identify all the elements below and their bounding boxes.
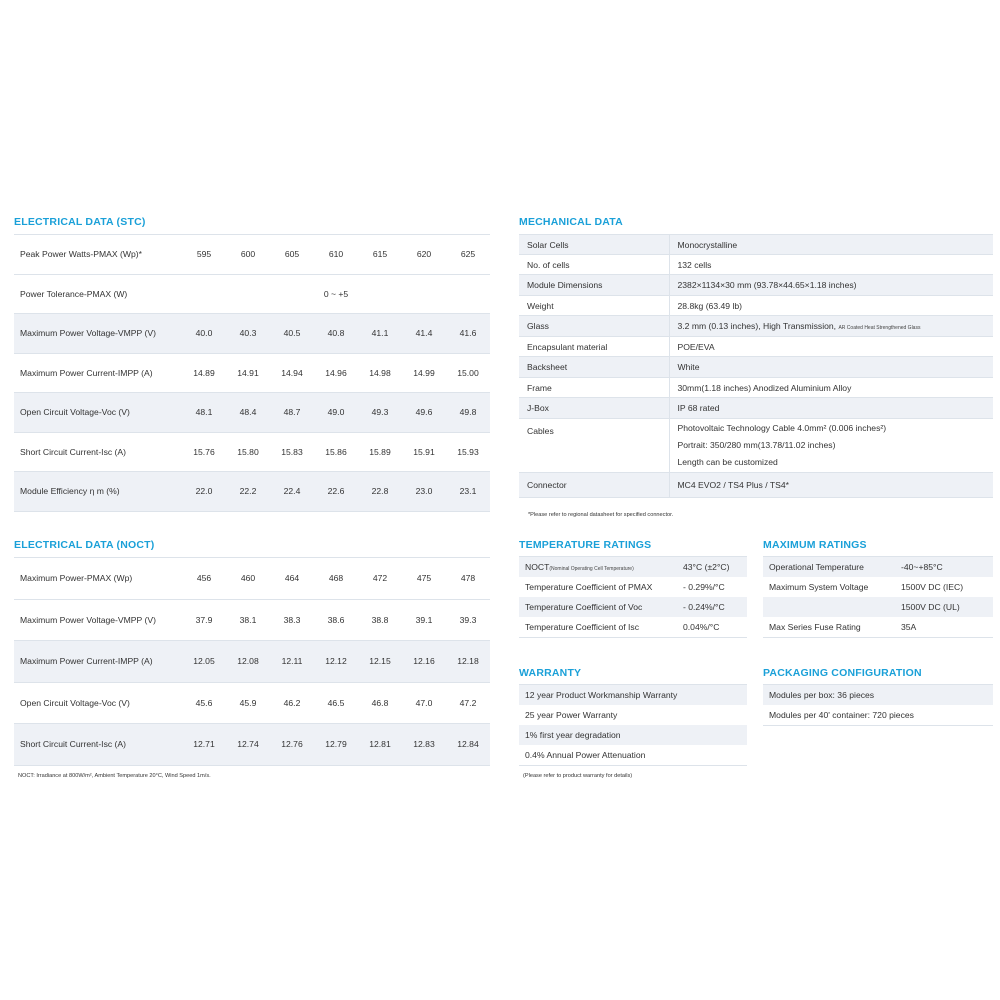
rating-label — [763, 617, 895, 638]
mechanical-value — [669, 296, 993, 316]
rating-value: 35A — [901, 622, 917, 632]
mechanical-label: Frame — [519, 378, 669, 398]
mechanical-value-text: IP 68 rated — [677, 403, 720, 413]
row-label: Maximum Power Voltage-VMPP (V) — [20, 328, 156, 339]
row-value: 38.6 — [327, 614, 345, 625]
row-label: Power Tolerance-PMAX (W) — [20, 288, 128, 299]
list-item — [519, 745, 747, 766]
maximum-table — [763, 556, 993, 638]
row-value: 37.9 — [195, 614, 213, 625]
table-row — [763, 617, 993, 638]
row-value: 38.1 — [239, 614, 257, 625]
table-row — [519, 617, 747, 638]
row-value: 15.00 — [457, 367, 479, 378]
row-value: 38.3 — [283, 614, 301, 625]
temperature-title: TEMPERATURE RATINGS — [519, 539, 652, 551]
mechanical-value — [669, 378, 993, 398]
row-value: 39.3 — [459, 614, 477, 625]
row-value: 49.6 — [415, 407, 433, 418]
row-value: 15.93 — [457, 446, 479, 457]
table-row — [519, 557, 747, 578]
mechanical-value — [669, 316, 993, 337]
rating-value: - 0.29%/°C — [683, 582, 725, 592]
mechanical-label: J-Box — [519, 398, 669, 419]
row-label: Module Efficiency η m (%) — [20, 486, 120, 497]
cable-line: Photovoltaic Technology Cable 4.0mm² (0.006 inches²) — [677, 423, 887, 433]
rating-value: 1500V DC (UL) — [901, 602, 960, 612]
rating-label-text: NOCT — [525, 562, 550, 572]
mechanical-value-text: MC4 EVO2 / TS4 Plus / TS4* — [677, 480, 789, 490]
mechanical-value-text: White — [677, 362, 700, 372]
table-row — [14, 274, 490, 314]
rating-label — [519, 617, 677, 638]
table-row — [519, 316, 993, 337]
rating-value: 1500V DC (IEC) — [901, 582, 964, 592]
rating-value: 0.04%/°C — [683, 622, 720, 632]
mechanical-label: Encapsulant material — [519, 337, 669, 357]
cable-line: Length can be customized — [677, 457, 778, 467]
warranty-table — [519, 684, 747, 766]
mechanical-label: No. of cells — [519, 255, 669, 275]
row-value: 23.1 — [459, 486, 477, 497]
rating-label-text: Max Series Fuse Rating — [769, 622, 861, 632]
warranty-footnote: (Please refer to product warranty for details) — [523, 773, 633, 779]
row-value: 41.1 — [371, 328, 389, 339]
mechanical-value-text: 2382×1134×30 mm (93.78×44.65×1.18 inches) — [677, 280, 857, 290]
temperature-table — [519, 556, 747, 638]
mechanical-value — [669, 337, 993, 357]
cable-line: Portrait: 350/280 mm(13.78/11.02 inches) — [677, 440, 836, 450]
row-value: 48.1 — [195, 407, 213, 418]
row-value: 14.94 — [281, 367, 303, 378]
list-item — [519, 725, 747, 745]
row-value: 15.91 — [413, 446, 435, 457]
list-item — [519, 685, 747, 706]
rating-label-text: Maximum System Voltage — [769, 582, 869, 592]
row-value: 12.15 — [369, 656, 391, 667]
row-value: 460 — [240, 573, 256, 584]
list-item-text: Modules per 40' container: 720 pieces — [769, 710, 914, 720]
mechanical-title: MECHANICAL DATA — [519, 216, 623, 228]
row-value: 14.98 — [369, 367, 391, 378]
row-value: 22.0 — [195, 486, 213, 497]
mechanical-value-text: POE/EVA — [677, 341, 715, 352]
row-value: 47.0 — [415, 697, 433, 708]
mechanical-value-small: AR Coated Heat Strengthened Glass — [838, 325, 921, 331]
row-value: 22.2 — [239, 486, 257, 497]
table-row — [14, 682, 490, 724]
mechanical-value-text: Monocrystalline — [677, 239, 738, 250]
row-value: 40.8 — [327, 328, 345, 339]
row-value: 625 — [460, 249, 476, 260]
table-row — [14, 724, 490, 766]
table-row — [519, 357, 993, 378]
table-row — [14, 472, 490, 512]
list-item — [763, 685, 993, 706]
table-row — [14, 641, 490, 683]
row-value: 41.4 — [415, 328, 433, 339]
row-value: 610 — [328, 249, 344, 260]
maximum-title: MAXIMUM RATINGS — [763, 539, 867, 551]
row-value: 41.6 — [459, 328, 477, 339]
electrical-stc-table — [14, 234, 490, 512]
row-value: 45.6 — [195, 697, 213, 708]
row-label: Maximum Power-PMAX (Wp) — [20, 573, 133, 584]
rating-label — [519, 557, 677, 578]
rating-label-text: Temperature Coefficient of PMAX — [525, 582, 653, 592]
table-row — [14, 558, 490, 600]
row-value: 48.4 — [239, 407, 257, 418]
row-value: 12.79 — [325, 739, 347, 750]
row-value: 14.96 — [325, 367, 347, 378]
row-value: 464 — [284, 573, 300, 584]
row-value: 48.7 — [283, 407, 301, 418]
row-value: 40.5 — [283, 328, 301, 339]
row-value: 615 — [372, 249, 388, 260]
table-row — [519, 597, 747, 617]
row-value: 595 — [196, 249, 212, 260]
packaging-table — [763, 684, 993, 726]
row-value: 478 — [460, 573, 476, 584]
row-label: Short Circuit Current-Isc (A) — [20, 446, 127, 457]
row-value: 46.2 — [283, 697, 301, 708]
table-row — [519, 378, 993, 398]
row-value: 12.05 — [193, 656, 215, 667]
rating-label — [763, 557, 895, 578]
table-row — [14, 353, 490, 393]
rating-label — [763, 577, 895, 597]
table-row — [519, 275, 993, 296]
mechanical-value — [669, 235, 993, 255]
table-row — [519, 577, 747, 597]
mechanical-value — [669, 473, 993, 498]
row-value: 40.0 — [195, 328, 213, 339]
row-value: 12.81 — [369, 739, 391, 750]
row-value: 12.18 — [457, 656, 479, 667]
row-label: Open Circuit Voltage-Voc (V) — [20, 697, 130, 708]
rating-label-text: Operational Temperature — [769, 562, 864, 572]
mechanical-value-text: 28.8kg (63.49 lb) — [677, 300, 742, 311]
row-value: 47.2 — [459, 697, 477, 708]
row-value: 23.0 — [415, 486, 433, 497]
mechanical-value — [669, 398, 993, 419]
row-value: 49.0 — [327, 407, 345, 418]
row-value: 22.8 — [371, 486, 389, 497]
table-row — [763, 557, 993, 578]
row-value: 472 — [372, 573, 388, 584]
list-item-text: 25 year Power Warranty — [525, 710, 618, 720]
list-item-text: 0.4% Annual Power Attenuation — [525, 750, 646, 760]
row-label: Peak Power Watts-PMAX (Wp)* — [20, 249, 142, 260]
mechanical-label: Backsheet — [519, 357, 669, 378]
row-value: 46.8 — [371, 697, 389, 708]
row-value: 12.71 — [193, 739, 215, 750]
row-value: 475 — [416, 573, 432, 584]
row-value: 12.83 — [413, 739, 435, 750]
row-value: 45.9 — [239, 697, 257, 708]
row-value: 40.3 — [239, 328, 257, 339]
row-value: 15.89 — [369, 446, 391, 457]
row-value: 15.83 — [281, 446, 303, 457]
mechanical-label: Solar Cells — [519, 235, 669, 255]
row-value: 15.86 — [325, 446, 347, 457]
mechanical-value — [669, 357, 993, 378]
row-value: 12.11 — [281, 656, 303, 667]
row-value: 22.4 — [283, 486, 301, 497]
row-value: 46.5 — [327, 697, 345, 708]
table-row — [14, 314, 490, 354]
mechanical-value — [669, 419, 993, 473]
electrical-noct-table — [14, 557, 490, 766]
table-row — [519, 419, 993, 473]
list-item — [763, 705, 993, 726]
rating-value: -40~+85°C — [901, 562, 943, 572]
electrical-noct-title: ELECTRICAL DATA (NOCT) — [14, 539, 155, 551]
list-item — [519, 705, 747, 725]
rating-label-small: (Nominal Operating Cell Temperature) — [549, 566, 634, 572]
rating-value: - 0.24%/°C — [683, 602, 725, 612]
row-value: 15.80 — [237, 446, 259, 457]
table-row — [519, 398, 993, 419]
table-row — [14, 393, 490, 433]
row-label: Maximum Power Current-IMPP (A) — [20, 367, 153, 378]
mechanical-value-text: 132 cells — [677, 259, 712, 270]
row-value: 39.1 — [415, 614, 433, 625]
row-value: 49.8 — [459, 407, 477, 418]
row-span-value: 0 ~ +5 — [323, 288, 349, 299]
table-row — [763, 577, 993, 597]
electrical-stc-title: ELECTRICAL DATA (STC) — [14, 216, 146, 228]
table-row — [14, 599, 490, 641]
table-row — [519, 296, 993, 316]
row-value: 12.12 — [325, 656, 347, 667]
row-value: 38.8 — [371, 614, 389, 625]
list-item-text: Modules per box: 36 pieces — [769, 690, 875, 700]
mechanical-value — [669, 275, 993, 296]
rating-label-text: Temperature Coefficient of Isc — [525, 622, 640, 632]
row-value: 22.6 — [327, 486, 345, 497]
mechanical-label: Glass — [519, 316, 669, 337]
row-label: Short Circuit Current-Isc (A) — [20, 739, 127, 750]
mechanical-value-text: 30mm(1.18 inches) Anodized Aluminium Alloy — [677, 382, 852, 393]
row-value: 605 — [284, 249, 300, 260]
list-item-text: 1% first year degradation — [525, 730, 621, 740]
row-value: 600 — [240, 249, 256, 260]
row-value: 12.74 — [237, 739, 259, 750]
warranty-title: WARRANTY — [519, 667, 582, 679]
mechanical-label: Connector — [519, 473, 669, 498]
row-value: 49.3 — [371, 407, 389, 418]
row-value: 468 — [328, 573, 344, 584]
rating-label — [763, 597, 895, 617]
table-row — [519, 473, 993, 498]
rating-label-text: Temperature Coefficient of Voc — [525, 602, 643, 612]
mechanical-value — [669, 255, 993, 275]
mechanical-label: Weight — [519, 296, 669, 316]
row-value: 12.08 — [237, 656, 259, 667]
rating-label — [519, 577, 677, 597]
rating-label — [519, 597, 677, 617]
row-value: 12.84 — [457, 739, 479, 750]
packaging-title: PACKAGING CONFIGURATION — [763, 667, 922, 679]
mechanical-footnote: *Please refer to regional datasheet for specified connector. — [528, 512, 674, 518]
mechanical-label: Cables — [519, 419, 669, 473]
rating-value: 43°C (±2°C) — [683, 562, 730, 572]
row-label: Maximum Power Voltage-VMPP (V) — [20, 614, 156, 625]
row-value: 14.91 — [237, 367, 259, 378]
noct-footnote: NOCT: Irradiance at 800W/m², Ambient Temperature 20°C, Wind Speed 1m/s. — [18, 773, 211, 779]
row-value: 12.76 — [281, 739, 303, 750]
table-row — [14, 235, 490, 275]
table-row — [519, 255, 993, 275]
mechanical-label: Module Dimensions — [519, 275, 669, 296]
row-label: Maximum Power Current-IMPP (A) — [20, 656, 153, 667]
table-row — [519, 235, 993, 255]
row-value: 14.99 — [413, 367, 435, 378]
row-value: 12.16 — [413, 656, 435, 667]
table-row — [763, 597, 993, 617]
table-row — [14, 432, 490, 472]
row-value: 456 — [196, 573, 212, 584]
list-item-text: 12 year Product Workmanship Warranty — [525, 690, 678, 700]
row-value: 14.89 — [193, 367, 215, 378]
row-value: 620 — [416, 249, 432, 260]
row-value: 15.76 — [193, 446, 215, 457]
row-label: Open Circuit Voltage-Voc (V) — [20, 407, 130, 418]
table-row — [519, 337, 993, 357]
mechanical-table — [519, 234, 993, 498]
mechanical-value-text: 3.2 mm (0.13 inches), High Transmission, — [677, 321, 837, 331]
